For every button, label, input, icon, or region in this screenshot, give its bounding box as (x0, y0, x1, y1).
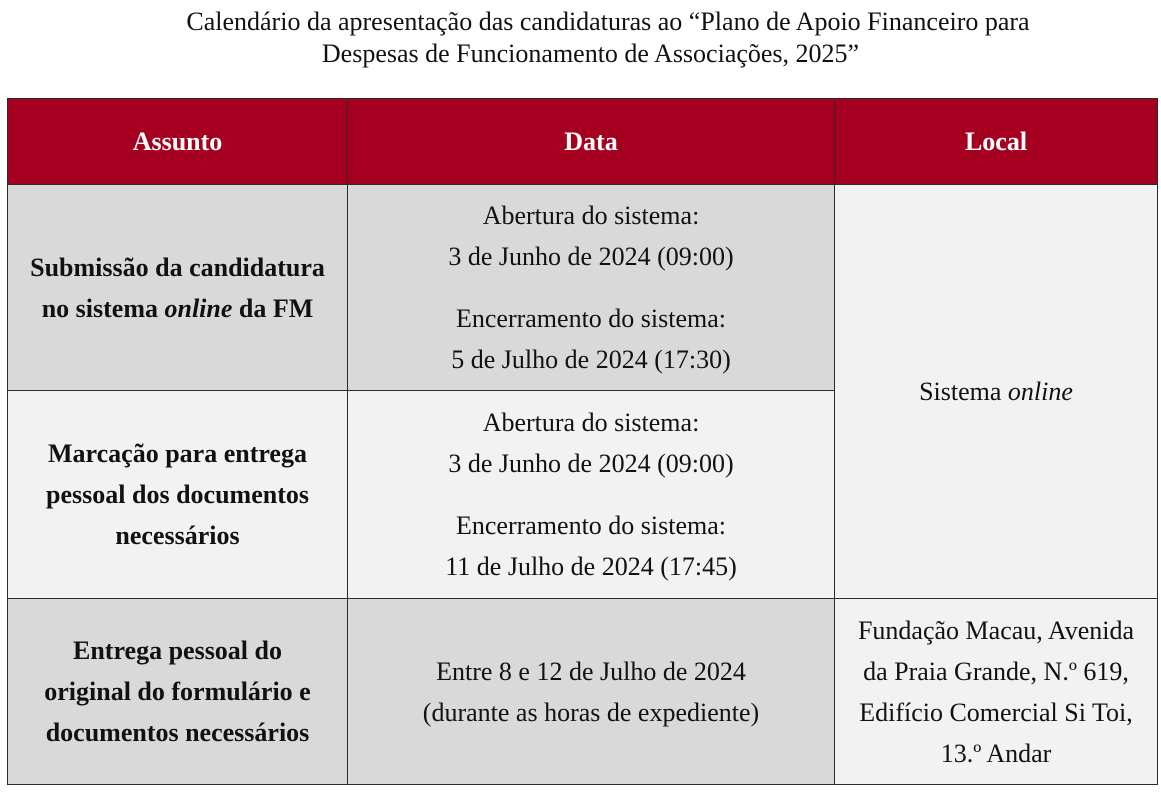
row3-date (348, 599, 835, 785)
row2-date (348, 391, 835, 599)
row3-subject-line3: documentos necessários (45, 718, 310, 747)
shared-location-em: online (1007, 377, 1073, 406)
shared-location-text (841, 371, 1151, 412)
row2-subject-line2: pessoal dos documentos (46, 480, 309, 509)
row1-subject-post: da FM (232, 293, 314, 323)
row1-subject (8, 185, 348, 391)
title-line-2: Despesas de Funcionamento de Associações, 2025” (321, 39, 860, 68)
row3-location-line3: Edifício Comercial Si Toi, (859, 697, 1133, 727)
row2-open-date: 3 de Junho de 2024 (09:00) (448, 449, 734, 478)
row1-close-label: Encerramento do sistema: (455, 304, 727, 333)
row3-location-line4: 13.º Andar (940, 738, 1052, 768)
header-date: Data (348, 99, 835, 185)
row3-location-line1: Fundação Macau, Avenida (857, 615, 1135, 645)
header-location: Local (835, 99, 1158, 185)
row3-date-line1: Entre 8 e 12 de Julho de 2024 (436, 656, 746, 686)
document-title (0, 6, 1161, 70)
title-line-1: Calendário da apresentação das candidaturas ao “Plano de Apoio Financeiro para (186, 7, 1030, 36)
row2-subject-line1: Marcação para entrega (48, 439, 307, 468)
row3-location (835, 599, 1158, 785)
row1-open-date: 3 de Junho de 2024 (09:00) (448, 242, 734, 271)
row1-subject-mid: no sistema (41, 293, 165, 323)
row2-subject (8, 391, 348, 599)
row1-close-date: 5 de Julho de 2024 (17:30) (451, 345, 731, 374)
row2-close-label: Encerramento do sistema: (455, 511, 727, 540)
row1-subject-em: online (164, 293, 233, 323)
row1-date (348, 185, 835, 391)
header-subject: Assunto (8, 99, 348, 185)
row3-location-line2: da Praia Grande, N.º 619, (863, 656, 1129, 686)
row2-close-date: 11 de Julho de 2024 (17:45) (445, 552, 737, 581)
header-row (8, 99, 1158, 185)
shared-location (835, 185, 1158, 599)
schedule-table (7, 98, 1158, 785)
row3-subject (8, 599, 348, 785)
row3-date-line2: (durante as horas de expediente) (422, 697, 760, 727)
row2-open-label: Abertura do sistema: (482, 408, 700, 437)
table-row (8, 599, 1158, 785)
shared-location-pre: Sistema (919, 377, 1008, 406)
row1-subject-line1: Submissão da candidatura (30, 252, 325, 282)
row3-subject-line2: original do formulário e (44, 677, 311, 706)
row3-subject-line1: Entrega pessoal do (73, 636, 282, 665)
row2-subject-line3: necessários (115, 521, 240, 550)
table-row (8, 185, 1158, 391)
row1-open-label: Abertura do sistema: (482, 201, 700, 230)
